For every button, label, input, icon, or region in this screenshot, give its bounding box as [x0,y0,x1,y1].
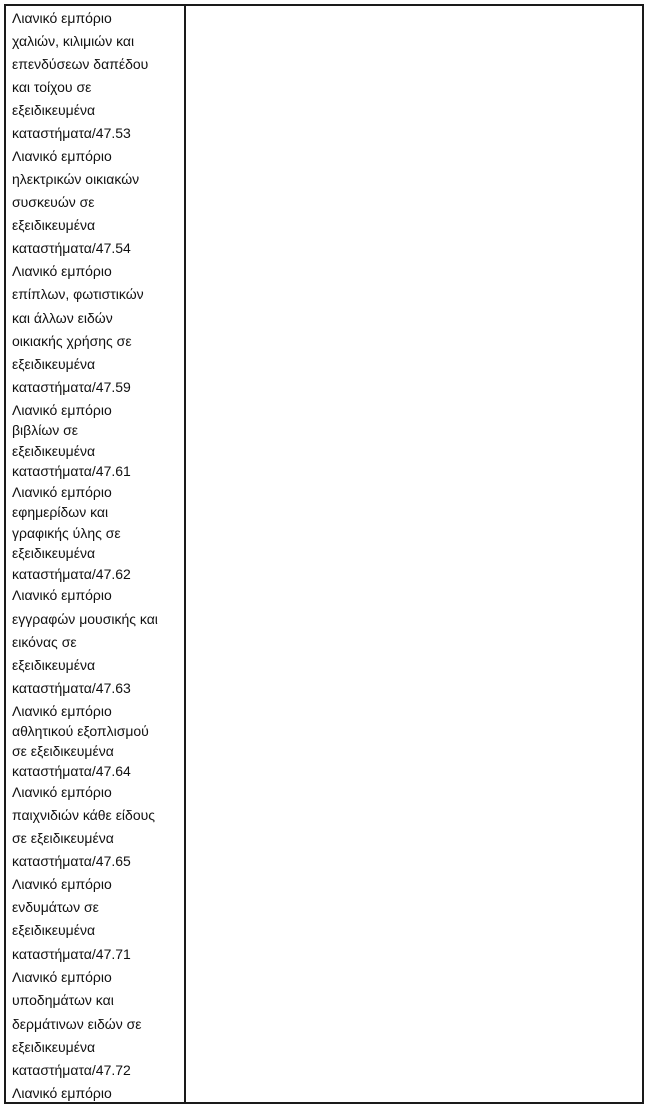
activity-table [4,4,644,1104]
activity-entry-47-63 [12,584,184,700]
entry-line: και άλλων ειδών [12,309,113,326]
entry-line: αθλητικού εξοπλισμού [12,722,149,739]
entry-line: Λιανικό εμπόριο [12,483,112,500]
entry-line: παιχνιδιών κάθε είδους [12,806,156,823]
entry-line: ενδυμάτων σε [12,899,99,916]
entry-line: χαλιών, κιλιμιών και [12,33,135,49]
activity-entry-47-71 [12,873,184,966]
entry-line: εξειδικευμένα [12,545,96,562]
entry-line: εξειδικευμένα [12,102,96,118]
entry-line: καταστήματα/47.72 [12,1062,131,1079]
entry-line: σε εξειδικευμένα [12,829,114,846]
entry-line: καταστήματα/47.65 [12,852,131,869]
entry-line: Λιανικό εμπόριο [12,148,112,164]
entry-line: Λιανικό εμπόριο [12,1085,112,1102]
entry-line: Λιανικό εμπόριο [12,968,112,985]
entry-line: εξειδικευμένα [12,922,96,939]
entry-line: συσκευών σε [12,194,95,210]
entry-line: επίπλων, φωτιστικών [12,286,144,303]
entry-line: εξειδικευμένα [12,217,96,233]
activity-entry-47-62 [12,482,184,585]
entry-line: καταστήματα/47.62 [12,565,131,582]
entry-line: εγγραφών μουσικής και [12,610,158,627]
entry-line: εξειδικευμένα [12,1038,96,1055]
entry-line: επενδύσεων δαπέδου [12,56,149,72]
entry-line: εξειδικευμένα [12,657,96,674]
entry-line: Λιανικό εμπόριο [12,263,112,279]
entry-line: και τοίχου σε [12,79,92,95]
activity-entry-47-72 [12,966,184,1082]
activity-entry-47-59 [12,260,184,400]
entry-line: εικόνας σε [12,633,77,650]
entry-line: εξειδικευμένα [12,356,96,373]
activity-entry-partial [12,1082,184,1102]
entry-line: καταστήματα/47.59 [12,379,131,396]
empty-column [186,6,642,1102]
entry-line: εξειδικευμένα [12,442,96,459]
entry-line: καταστήματα/47.61 [12,463,131,480]
entry-line: Λιανικό εμπόριο [12,875,112,892]
entry-line: βιβλίων σε [12,422,79,439]
entry-line: δερμάτινων ειδών σε [12,1015,142,1032]
entry-line: Λιανικό εμπόριο [12,401,112,418]
activity-entry-47-53 [12,7,184,145]
entry-line: Λιανικό εμπόριο [12,587,112,604]
activity-description-column [6,6,186,1102]
entry-line: ηλεκτρικών οικιακών [12,171,140,187]
entry-line: σε εξειδικευμένα [12,742,114,759]
entry-line: γραφικής ύλης σε [12,524,121,541]
entry-line: εφημερίδων και [12,504,109,521]
activity-entry-47-65 [12,781,184,873]
entry-line: καταστήματα/47.53 [12,125,131,141]
entry-line: Λιανικό εμπόριο [12,702,112,719]
entry-line: καταστήματα/47.71 [12,945,131,962]
entry-line: υποδημάτων και [12,992,114,1009]
entry-line: οικιακής χρήσης σε [12,332,132,349]
entry-line: Λιανικό εμπόριο [12,783,112,800]
entry-line: καταστήματα/47.63 [12,680,131,697]
entry-line: καταστήματα/47.64 [12,762,131,779]
entry-line: Λιανικό εμπόριο [12,10,112,26]
activity-entry-47-54 [12,145,184,260]
activity-entry-47-61 [12,400,184,482]
activity-entry-47-64 [12,701,184,781]
entry-line: καταστήματα/47.54 [12,240,131,256]
